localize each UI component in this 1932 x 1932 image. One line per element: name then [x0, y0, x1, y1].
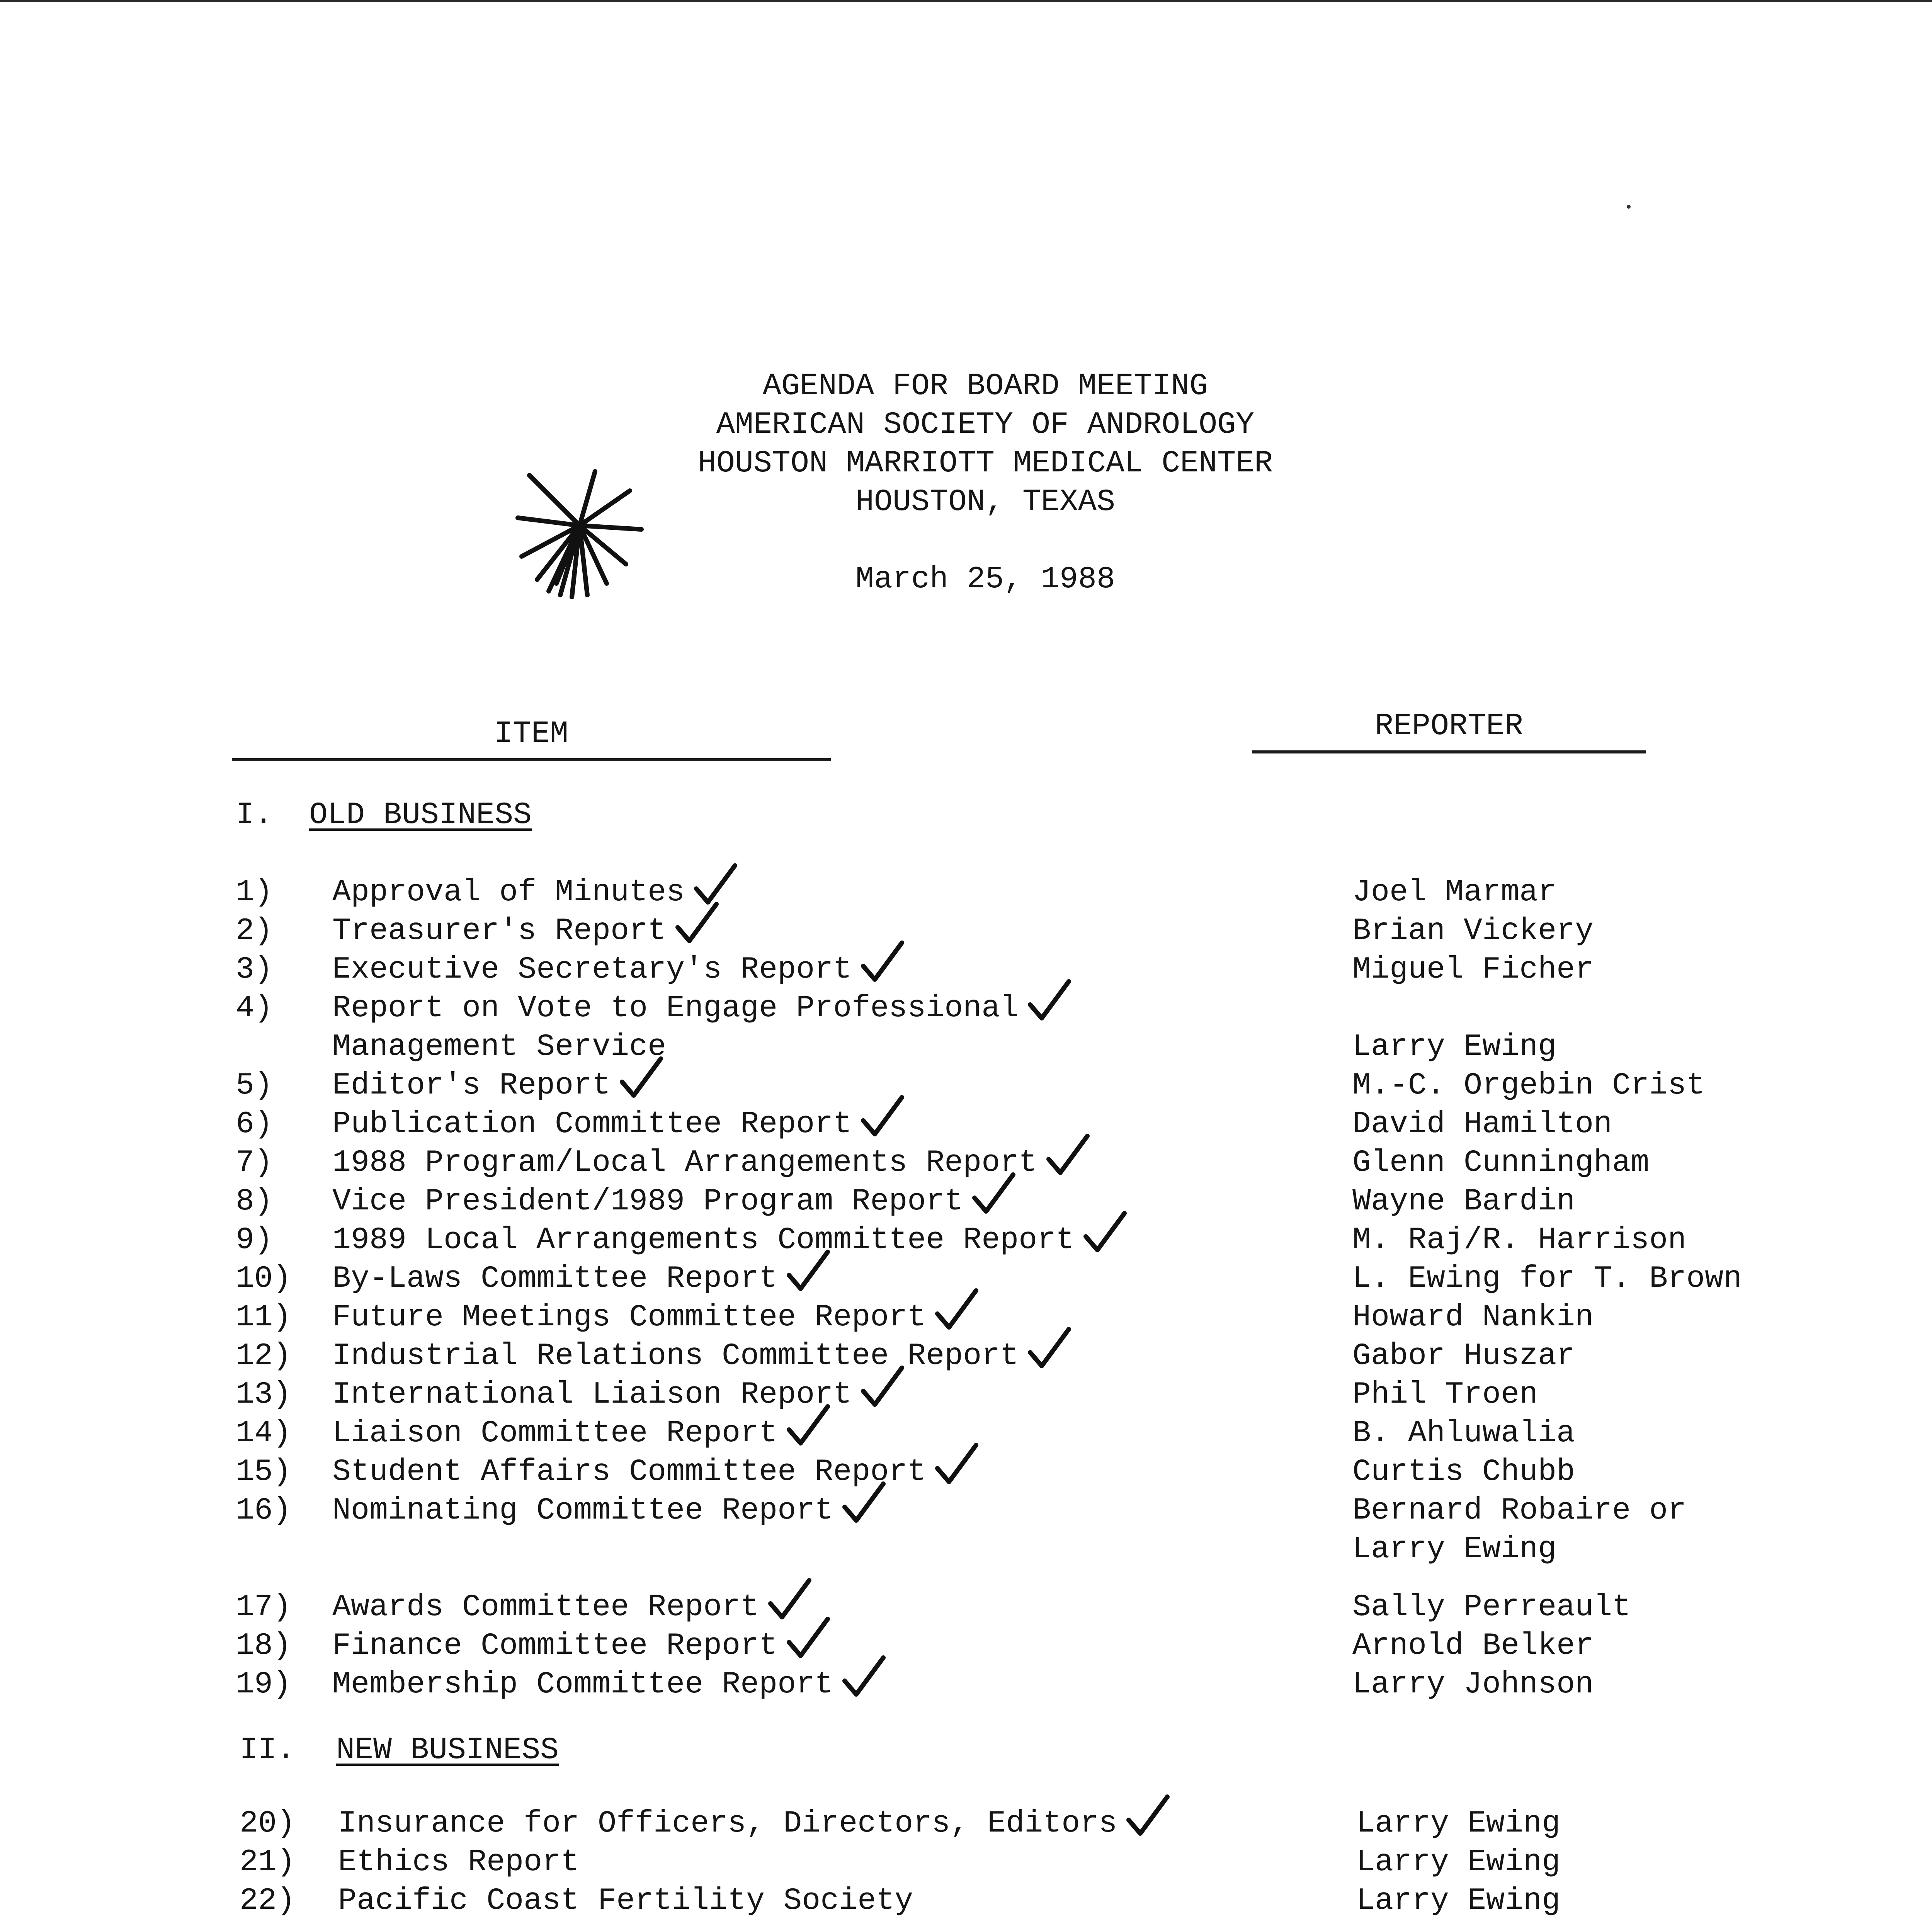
- agenda-item-title: Nominating Committee Report: [332, 1493, 833, 1528]
- top-edge-rule: [0, 0, 1932, 2]
- agenda-item-title: Pacific Coast Fertility Society: [338, 1883, 913, 1918]
- agenda-item-title: Student Affairs Committee Report: [332, 1454, 926, 1490]
- starburst-doodle-icon: [514, 468, 645, 599]
- agenda-item-reporter: Howard Nankin: [1352, 1300, 1594, 1335]
- agenda-item-title: Awards Committee Report: [332, 1590, 759, 1625]
- agenda-item-title: Liaison Committee Report: [332, 1416, 778, 1451]
- agenda-item-reporter: Larry Ewing: [1356, 1845, 1561, 1880]
- handwritten-checkmark-icon: [1026, 1325, 1073, 1372]
- handwritten-checkmark-icon: [1082, 1209, 1128, 1256]
- item-column-rule: [232, 758, 831, 761]
- agenda-item-number: 2): [236, 913, 273, 949]
- handwritten-checkmark-icon: [1045, 1132, 1091, 1179]
- scan-speck: [1627, 205, 1631, 209]
- reporter-column-heading: REPORTER: [1374, 709, 1524, 744]
- agenda-item-reporter: Wayne Bardin: [1352, 1184, 1575, 1219]
- agenda-item-title: Membership Committee Report: [332, 1667, 833, 1702]
- handwritten-checkmark-icon: [859, 1364, 906, 1410]
- reporter-column-rule: [1252, 750, 1646, 753]
- agenda-item-title: Vice President/1989 Program Report: [332, 1184, 963, 1219]
- agenda-item-reporter: M.-C. Orgebin Crist: [1352, 1068, 1705, 1103]
- agenda-item-reporter: L. Ewing for T. Brown: [1352, 1261, 1742, 1296]
- agenda-item-reporter: Larry Johnson: [1352, 1667, 1594, 1702]
- handwritten-checkmark-icon: [859, 1094, 906, 1140]
- agenda-item-title: Report on Vote to Engage Professional: [332, 991, 1019, 1026]
- agenda-item-number: 11): [236, 1300, 292, 1335]
- agenda-item-number: 18): [236, 1628, 292, 1663]
- agenda-item-reporter: Joel Marmar: [1352, 875, 1557, 910]
- agenda-item-title: Ethics Report: [338, 1845, 580, 1880]
- agenda-item-number: 3): [236, 952, 273, 987]
- handwritten-checkmark-icon: [785, 1248, 832, 1294]
- handwritten-checkmark-icon: [1125, 1793, 1171, 1839]
- agenda-item-number: 5): [236, 1068, 273, 1103]
- handwritten-checkmark-icon: [934, 1441, 980, 1488]
- agenda-item-number: 9): [236, 1223, 273, 1258]
- section-title-old-business: OLD BUSINESS: [309, 798, 532, 833]
- agenda-item-title: Industrial Relations Committee Report: [332, 1338, 1019, 1374]
- agenda-item-number: 16): [236, 1493, 292, 1528]
- section-numeral: I.: [236, 798, 273, 833]
- agenda-item-reporter: Sally Perreault: [1352, 1590, 1631, 1625]
- agenda-item-reporter: David Hamilton: [1352, 1107, 1612, 1142]
- agenda-item-reporter: Bernard Robaire or: [1352, 1493, 1687, 1528]
- agenda-item-reporter: Brian Vickery: [1352, 913, 1594, 949]
- agenda-item-title: Approval of Minutes: [332, 875, 685, 910]
- agenda-item-title: Insurance for Officers, Directors, Editors: [338, 1806, 1117, 1841]
- meeting-title: AGENDA FOR BOARD MEETING: [762, 369, 1208, 404]
- meeting-date: March 25, 1988: [855, 562, 1116, 597]
- agenda-item-number: 22): [240, 1883, 296, 1918]
- agenda-item-number: 1): [236, 875, 273, 910]
- venue-name: HOUSTON MARRIOTT MEDICAL CENTER: [697, 446, 1273, 481]
- handwritten-checkmark-icon: [785, 1403, 832, 1449]
- handwritten-checkmark-icon: [934, 1287, 980, 1333]
- agenda-item-title: Treasurer's Report: [332, 913, 667, 949]
- item-column-heading: ITEM: [494, 716, 569, 752]
- agenda-item-reporter: Phil Troen: [1352, 1377, 1538, 1412]
- agenda-item-number: 12): [236, 1338, 292, 1374]
- agenda-item-title: By-Laws Committee Report: [332, 1261, 778, 1296]
- organization-name: AMERICAN SOCIETY OF ANDROLOGY: [716, 407, 1255, 442]
- agenda-item-title: 1988 Program/Local Arrangements Report: [332, 1145, 1037, 1180]
- agenda-item-title: International Liaison Report: [332, 1377, 852, 1412]
- agenda-item-title: Editor's Report: [332, 1068, 611, 1103]
- agenda-item-number: 14): [236, 1416, 292, 1451]
- agenda-item-number: 8): [236, 1184, 273, 1219]
- agenda-item-number: 17): [236, 1590, 292, 1625]
- agenda-item-title: Future Meetings Committee Report: [332, 1300, 926, 1335]
- agenda-item-reporter: Larry Ewing: [1356, 1806, 1561, 1841]
- agenda-item-number: 19): [236, 1667, 292, 1702]
- section-title-new-business: NEW BUSINESS: [336, 1733, 559, 1768]
- agenda-item-number: 6): [236, 1107, 273, 1142]
- venue-location: HOUSTON, TEXAS: [855, 485, 1116, 520]
- handwritten-checkmark-icon: [674, 900, 720, 947]
- agenda-item-number: 4): [236, 991, 273, 1026]
- agenda-item-number: 15): [236, 1454, 292, 1490]
- agenda-item-number: 7): [236, 1145, 273, 1180]
- handwritten-checkmark-icon: [841, 1654, 887, 1700]
- agenda-item-reporter: Arnold Belker: [1352, 1628, 1594, 1663]
- agenda-item-title: Executive Secretary's Report: [332, 952, 852, 987]
- agenda-item-reporter: Curtis Chubb: [1352, 1454, 1575, 1490]
- agenda-item-reporter: Miguel Ficher: [1352, 952, 1594, 987]
- handwritten-checkmark-icon: [1026, 978, 1073, 1024]
- agenda-item-number: 13): [236, 1377, 292, 1412]
- agenda-item-title: Publication Committee Report: [332, 1107, 852, 1142]
- agenda-item-reporter: Gabor Huszar: [1352, 1338, 1575, 1374]
- agenda-item-reporter: Larry Ewing: [1356, 1883, 1561, 1918]
- agenda-item-reporter: B. Ahluwalia: [1352, 1416, 1575, 1451]
- agenda-item-number: 21): [240, 1845, 296, 1880]
- section-numeral: II.: [240, 1733, 296, 1768]
- handwritten-checkmark-icon: [859, 939, 906, 985]
- agenda-item-title: 1989 Local Arrangements Committee Report: [332, 1223, 1075, 1258]
- agenda-item-reporter: Glenn Cunningham: [1352, 1145, 1650, 1180]
- handwritten-checkmark-icon: [785, 1615, 832, 1662]
- agenda-item-reporter: Larry Ewing: [1352, 1532, 1557, 1567]
- handwritten-checkmark-icon: [841, 1480, 887, 1526]
- agenda-item-reporter: M. Raj/R. Harrison: [1352, 1223, 1687, 1258]
- agenda-item-title: Finance Committee Report: [332, 1628, 778, 1663]
- agenda-item-reporter: Larry Ewing: [1352, 1029, 1557, 1065]
- agenda-item-number: 10): [236, 1261, 292, 1296]
- agenda-item-number: 20): [240, 1806, 296, 1841]
- handwritten-checkmark-icon: [618, 1055, 665, 1101]
- handwritten-checkmark-icon: [971, 1171, 1017, 1217]
- agenda-item-title: Management Service: [332, 1029, 667, 1065]
